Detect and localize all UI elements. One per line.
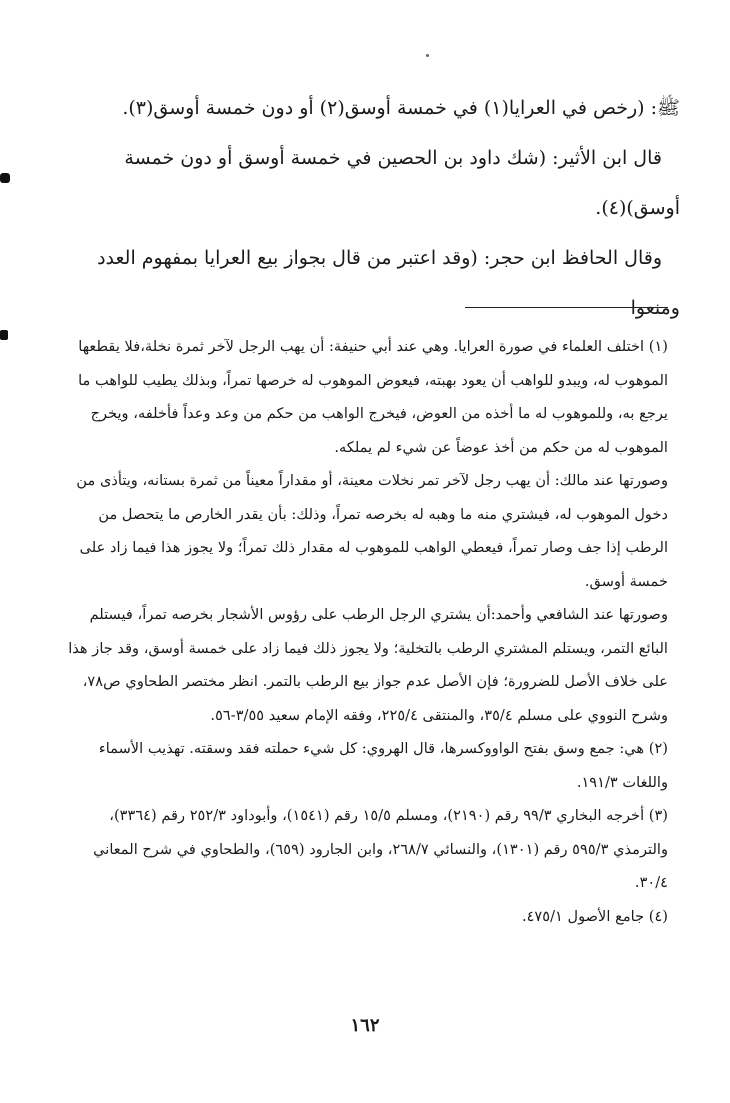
ibn-hajar-quote: وقال الحافظ ابن حجر: (وقد اعتبر من قال بجواز بيع العرايا بمفهوم العدد ومنعوا <box>97 247 680 319</box>
footnote-1: (١) اختلف العلماء في صورة العرايا. وهي عند أبي حنيفة: أن يهب الرجل لآخر ثمرة نخلة،فلا يقطعها الموهوب له، ويبدو للواهب أن يعود بهبته، فيعوض الموهوب له خرصها تمراً، وبذلك يطيب للواهب ما يرجع به، وللموهوب له ما أخذه من العوض، فيخرج الواهب من حكم من وعد وعداً فأخلفه، ويخرج الموهوب له من حكم من أخذ عوضاً عن شيء لم يملكه. <box>78 338 668 456</box>
scan-mark-right-dot <box>426 54 429 57</box>
footnote-separator <box>465 307 668 308</box>
footnote-1-shafii: وصورتها عند الشافعي وأحمد:أن يشتري الرجل الرطب على رؤوس الأشجار بخرصه تمراً، فيستلم البائع التمر، ويستلم المشتري الرطب بالتخلية؛ ولا يجوز ذلك فيما زاد على خمسة أوسق، وقد جاز هذا على خلاف الأصل للضرورة؛ فإن الأصل عدم جواز بيع الرطب بالتمر. انظر مختصر الطحاوي ص٧٨، وشرح النووي على مسلم ٣٥/٤، والمنتقى ٢٢٥/٤، وفقه الإمام سعيد ٣/٥٥-٥٦. <box>68 606 668 724</box>
footnotes <box>68 330 668 933</box>
page-number: ١٦٢ <box>350 1015 380 1036</box>
footnote-4: (٤) جامع الأصول ٤٧٥/١. <box>521 907 668 925</box>
main-text <box>70 83 680 333</box>
scan-mark-left-mid <box>0 330 8 340</box>
ibn-athir-quote: قال ابن الأثير: (شك داود بن الحصين في خمسة أوسق أو دون خمسة أوسق)(٤). <box>124 147 680 219</box>
scan-mark-left-top <box>0 173 10 183</box>
footnote-2: (٢) هي: جمع وسق بفتح الواووكسرها، قال الهروي: كل شيء حملته فقد وسقته. تهذيب الأسماء واللغات ١٩١/٣. <box>98 740 668 791</box>
footnote-3: (٣) أخرجه البخاري ٩٩/٣ رقم (٢١٩٠)، ومسلم ١٥/٥ رقم (١٥٤١)، وأبوداود ٢٥٢/٣ رقم (٣٣٦٤)، والترمذي ٥٩٥/٣ رقم (١٣٠١)، والنسائي ٢٦٨/٧، وابن الجارود (٦٥٩)، والطحاوي في شرح المعاني ٣٠/٤. <box>93 807 668 891</box>
hadith-text: ﷺ: (رخص في العرايا(١) في خمسة أوسق(٢) أو دون خمسة أوسق(٣). <box>122 97 680 119</box>
footnote-1-malik: وصورتها عند مالك: أن يهب رجل لآخر تمر نخلات معينة، أو مقداراً معيناً من ثمرة بستانه، ويتأذى من دخول الموهوب له، فيشتري منه ما وهبه له بخرصه تمراً، وذلك: بأن يقدر الخارص ما يتحصل من الرطب إذا جف وصار تمراً، فيعطي الواهب للموهوب له مقدار ذلك تمراً؛ ولا يجوز هذا فيما زاد على خمسة أوسق. <box>76 472 668 590</box>
